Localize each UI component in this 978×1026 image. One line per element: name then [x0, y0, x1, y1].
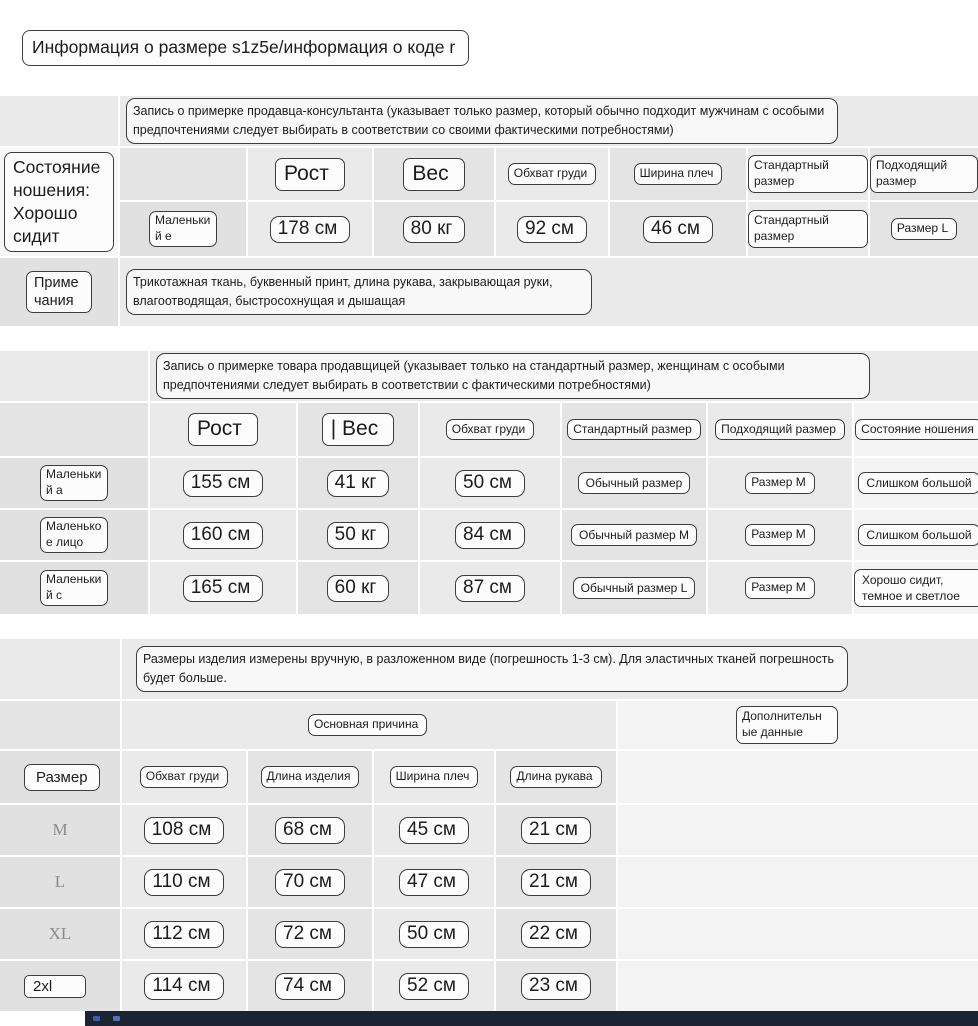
- value-sleeve-box: 23 см: [521, 973, 591, 1000]
- value-chest-box: 112 см: [144, 921, 223, 948]
- value-chest: [122, 909, 246, 959]
- header-chest: [420, 403, 560, 456]
- additional-data-label: Дополнительные данные: [736, 706, 838, 743]
- value-chest: [420, 562, 560, 614]
- header-sleeve-label: Длина рукава: [510, 766, 601, 788]
- value-sleeve: [496, 909, 616, 959]
- value-fitting-size-box: Размер М: [745, 524, 815, 546]
- value-shoulders: [374, 805, 494, 855]
- value-shoulders-box: 46 см: [643, 216, 713, 243]
- spacer-cell: [0, 639, 120, 699]
- page-title: Информация о размере s1z5e/информация о коде r: [22, 30, 469, 66]
- row-label-cell: [0, 562, 148, 614]
- value-length: [248, 961, 372, 1011]
- notes-label: Примечания: [26, 271, 92, 313]
- bottom-bar-mark: [93, 1016, 100, 1021]
- value-length-box: 70 см: [275, 869, 345, 896]
- value-condition: [854, 562, 978, 614]
- table-saleswoman-fitting: [0, 351, 978, 614]
- row-label: Маленький с: [40, 570, 108, 606]
- wearing-condition-cell: [0, 148, 118, 256]
- value-height: [150, 458, 296, 508]
- row-label-cell: [0, 510, 148, 560]
- value-length: [248, 909, 372, 959]
- value-standard-size-box: Обычный размер L: [573, 577, 696, 599]
- main-reason-label: Основная причина: [308, 714, 427, 736]
- value-sleeve-box: 21 см: [521, 869, 591, 896]
- header-height-label: Рост: [188, 413, 258, 446]
- value-shoulders-box: 45 см: [399, 817, 469, 844]
- row-label: Маленький е: [149, 211, 217, 247]
- value-height: [150, 562, 296, 614]
- header-chest-label: Обхват груди: [140, 766, 229, 788]
- header-weight: [374, 148, 494, 200]
- table3-note-cell: [122, 639, 978, 699]
- spacer-cell: [0, 351, 148, 401]
- table-size-chart: [0, 639, 978, 1011]
- value-shoulders: [374, 857, 494, 907]
- bottom-bar-mark: [113, 1016, 120, 1021]
- header-length-label: Длина изделия: [261, 766, 360, 788]
- value-standard-size: [562, 510, 706, 560]
- value-chest-box: 92 см: [517, 216, 587, 243]
- spacer-cell: [618, 805, 978, 855]
- header-sleeve: [496, 751, 616, 803]
- spacer-cell: [0, 701, 120, 749]
- header-standard-size-label: Стандартный размер: [748, 155, 868, 192]
- spacer-cell: [618, 909, 978, 959]
- header-fitting-size-label: Подходящий размер: [870, 155, 978, 192]
- value-weight: [298, 458, 418, 508]
- spacer-cell: [0, 403, 148, 456]
- header-shoulders-label: Ширина плеч: [634, 163, 723, 185]
- size-label-cell: [0, 805, 120, 855]
- value-chest-box: 114 см: [144, 973, 223, 1000]
- value-standard-size-box: Обычный размер М: [571, 524, 697, 546]
- header-chest-label: Обхват груди: [446, 419, 535, 441]
- value-standard-size-box: Обычный размер: [578, 472, 691, 494]
- notes-text: Трикотажная ткань, буквенный принт, длина рукава, закрывающая руки, влагоотводящая, быстросохнущая и дышащая: [126, 269, 592, 316]
- value-chest-box: 50 см: [455, 470, 525, 497]
- value-weight-box: 50 кг: [327, 522, 390, 549]
- bottom-bar: [85, 1011, 978, 1026]
- value-height: [248, 202, 372, 256]
- value-shoulders-box: 52 см: [399, 973, 469, 1000]
- spacer-cell: [618, 857, 978, 907]
- value-fitting-size: [708, 562, 852, 614]
- value-length: [248, 805, 372, 855]
- value-chest-box: 87 см: [455, 575, 525, 602]
- value-sleeve-box: 22 см: [521, 921, 591, 948]
- value-weight: [298, 562, 418, 614]
- value-standard-size-box: Стандартный размер: [748, 210, 868, 247]
- value-condition-box: Слишком большой: [858, 472, 978, 494]
- value-chest: [122, 857, 246, 907]
- table1-note-cell: [120, 96, 978, 146]
- header-shoulders-label: Ширина плеч: [390, 766, 479, 788]
- value-fitting-size-box: Размер М: [745, 472, 815, 494]
- header-height: [248, 148, 372, 200]
- value-weight-box: 41 кг: [327, 470, 390, 497]
- header-weight-label: Вес: [403, 158, 464, 191]
- value-length-box: 72 см: [275, 921, 345, 948]
- wearing-condition-label: Состояние ношения: Хорошо сидит: [4, 152, 114, 252]
- value-condition: [854, 458, 978, 508]
- value-height-box: 160 см: [183, 522, 264, 549]
- value-chest: [420, 458, 560, 508]
- header-fitting-size: [870, 148, 978, 200]
- spacer-cell: [120, 148, 246, 200]
- table2-note: Запись о примерке товара продавщицей (указывает только на стандартный размер, женщинам с особыми предпочтениями следует выбирать в соответствии с фактическими потребностями): [156, 353, 870, 400]
- header-standard-size-label: Стандартный размер: [567, 419, 701, 441]
- notes-text-cell: [120, 258, 978, 326]
- value-standard-size: [748, 202, 868, 256]
- value-chest: [496, 202, 608, 256]
- size-label: XL: [48, 924, 72, 943]
- value-chest: [420, 510, 560, 560]
- value-chest: [122, 805, 246, 855]
- row-label-cell: [0, 458, 148, 508]
- value-chest-box: 108 см: [144, 817, 225, 844]
- value-sleeve: [496, 805, 616, 855]
- spacer-cell: [0, 96, 118, 146]
- value-weight: [374, 202, 494, 256]
- size-label: 2xl: [24, 975, 86, 998]
- value-shoulders-box: 47 см: [399, 869, 469, 896]
- spacer-cell: [618, 751, 978, 803]
- value-standard-size: [562, 562, 706, 614]
- table3-note: Размеры изделия измерены вручную, в разложенном виде (погрешность 1-3 см). Для эластичных тканей погрешность будет больше.: [136, 646, 848, 693]
- row-label: Маленький а: [40, 465, 108, 501]
- size-label-cell: [0, 961, 120, 1011]
- value-weight: [298, 510, 418, 560]
- value-condition: [854, 510, 978, 560]
- header-weight: [298, 403, 418, 456]
- spacer-cell: [618, 961, 978, 1011]
- size-label-cell: [0, 857, 120, 907]
- header-height-label: Рост: [275, 158, 345, 191]
- value-fitting-size: [708, 510, 852, 560]
- value-chest-box: 110 см: [144, 869, 223, 896]
- value-weight-box: 80 кг: [403, 216, 466, 243]
- value-shoulders-box: 50 см: [399, 921, 469, 948]
- value-sleeve: [496, 857, 616, 907]
- value-length-box: 68 см: [275, 817, 345, 844]
- additional-data-cell: [618, 701, 978, 749]
- main-reason-cell: [122, 701, 616, 749]
- header-size-cell: [0, 751, 120, 803]
- table-consultant-fitting: [0, 96, 978, 326]
- header-height: [150, 403, 296, 456]
- value-fitting-size-box: Размер L: [891, 218, 957, 240]
- value-length-box: 74 см: [275, 973, 345, 1000]
- header-chest-label: Обхват груди: [508, 163, 597, 185]
- size-label-cell: [0, 909, 120, 959]
- value-shoulders: [374, 909, 494, 959]
- value-sleeve: [496, 961, 616, 1011]
- header-size-label: Размер: [24, 764, 100, 791]
- header-length: [248, 751, 372, 803]
- notes-label-cell: [0, 258, 118, 326]
- table1-note: Запись о примерке продавца-консультанта (указывает только размер, который обычно подходит мужчинам с особыми предпочтениями следует выбирать в соответствии со своими фактическими потребностями): [126, 98, 838, 145]
- header-standard-size: [748, 148, 868, 200]
- value-weight-box: 60 кг: [327, 575, 390, 602]
- header-chest: [496, 148, 608, 200]
- value-condition-box: Слишком большой: [858, 524, 978, 546]
- header-standard-size: [562, 403, 706, 456]
- table2-note-cell: [150, 351, 978, 401]
- value-height-box: 165 см: [183, 575, 264, 602]
- header-condition: [854, 403, 978, 456]
- value-chest: [122, 961, 246, 1011]
- size-label: L: [54, 872, 66, 891]
- value-chest-box: 84 см: [455, 522, 525, 549]
- header-fitting-size-label: Подходящий размер: [715, 419, 845, 441]
- header-fitting-size: [708, 403, 852, 456]
- value-standard-size: [562, 458, 706, 508]
- row-label-cell: [120, 202, 246, 256]
- value-fitting-size: [870, 202, 978, 256]
- header-chest: [122, 751, 246, 803]
- value-height-box: 155 см: [183, 470, 264, 497]
- value-height: [150, 510, 296, 560]
- value-sleeve-box: 21 см: [521, 817, 591, 844]
- header-condition-label: Состояние ношения: [855, 419, 978, 441]
- value-shoulders: [374, 961, 494, 1011]
- value-fitting-size: [708, 458, 852, 508]
- header-shoulders: [374, 751, 494, 803]
- value-shoulders: [610, 202, 746, 256]
- value-height-box: 178 см: [270, 216, 351, 243]
- value-fitting-size-box: Размер М: [745, 577, 815, 599]
- header-weight-label: | Вес: [322, 413, 394, 446]
- value-length: [248, 857, 372, 907]
- value-condition-box: Хорошо сидит, темное и светлое: [854, 569, 978, 607]
- size-label: M: [52, 820, 68, 839]
- row-label: Маленькое лицо: [40, 517, 108, 553]
- header-shoulders: [610, 148, 746, 200]
